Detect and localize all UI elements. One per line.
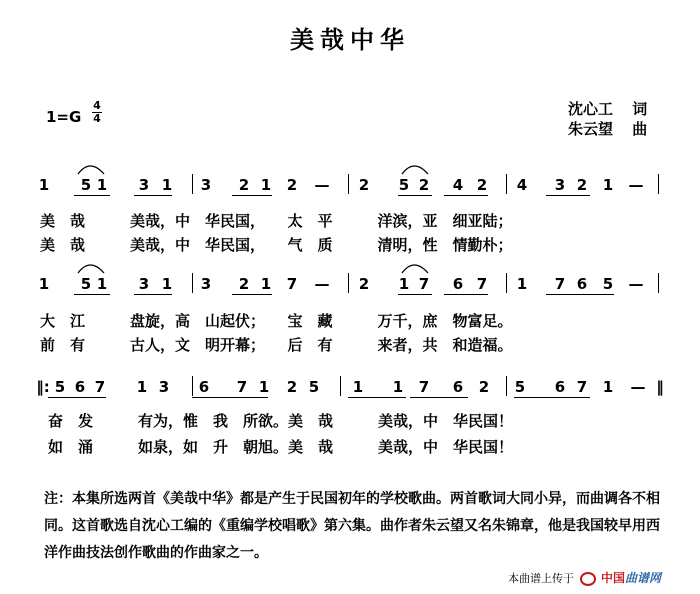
bar-line [192, 376, 193, 396]
bar-line [658, 174, 659, 194]
key-signature: 1=G [46, 108, 82, 126]
note: 3 [138, 275, 150, 293]
note: 1 [38, 275, 50, 293]
bar-line [658, 273, 659, 293]
lyrics-line: 大 江 盘旋，高 山起伏； 宝 藏 万千，庶 物富足。 [40, 312, 513, 330]
note: 1 [136, 378, 148, 396]
underline-beam [348, 397, 406, 398]
slur [78, 166, 104, 174]
note: 1 [602, 176, 614, 194]
note: 7 [236, 378, 248, 396]
bar-line [340, 376, 341, 396]
note: 7 [554, 275, 566, 293]
dash-extension: — [628, 176, 644, 194]
note: 2 [576, 176, 588, 194]
note: 1 [352, 378, 364, 396]
note: 2 [358, 176, 370, 194]
note: 1 [96, 176, 108, 194]
lyrics-line: 奋 发 有为，惟 我 所欲。美 哉 美哉，中 华民国！ [48, 412, 514, 430]
composer-name: 朱云望 [568, 120, 614, 138]
note: 2 [478, 378, 490, 396]
underline-beam [410, 397, 468, 398]
footer-credit [508, 569, 661, 586]
bar-line [506, 174, 507, 194]
note: ‖: [36, 378, 50, 396]
note: 7 [94, 378, 106, 396]
note: 5 [514, 378, 526, 396]
note: ‖ [656, 378, 664, 396]
underline-beam [444, 195, 488, 196]
lyrics-line: 美 哉 美哉，中 华民国， 气 质 清明，性 情勤朴； [40, 236, 513, 254]
site-logo-icon [580, 572, 596, 586]
note: 5 [80, 275, 92, 293]
bar-line [348, 273, 349, 293]
bar-line [506, 273, 507, 293]
dash-extension: — [628, 275, 644, 293]
underline-beam [134, 195, 172, 196]
lyrics-line: 美 哉 美哉，中 华民国， 太 平 洋滨，亚 细亚陆； [40, 212, 513, 230]
note: 6 [452, 378, 464, 396]
note: 5 [54, 378, 66, 396]
slur [402, 166, 428, 174]
note: 3 [200, 275, 212, 293]
note: 4 [452, 176, 464, 194]
note: 5 [308, 378, 320, 396]
underline-beam [232, 195, 272, 196]
note: 5 [398, 176, 410, 194]
dash-extension: — [314, 275, 330, 293]
composer-role: 曲 [632, 120, 648, 138]
site-name-part2: 曲谱网 [625, 571, 662, 585]
note: 2 [286, 378, 298, 396]
note: 4 [516, 176, 528, 194]
slur [78, 265, 104, 273]
note: 6 [452, 275, 464, 293]
note: 7 [286, 275, 298, 293]
note: 2 [358, 275, 370, 293]
time-denominator: 4 [93, 112, 101, 125]
bar-line [348, 174, 349, 194]
underline-beam [398, 294, 432, 295]
underline-beam [546, 294, 614, 295]
note: 7 [418, 378, 430, 396]
note: 5 [602, 275, 614, 293]
note: 3 [158, 378, 170, 396]
annotation-note: 注：本集所选两首《美哉中华》都是产生于民国初年的学校歌曲。两首歌词大同小异，而曲调各不相同。这首歌选自沈心工编的《重编学校唱歌》第六集。曲作者朱云望又名朱锦章，他是我国较早用西洋作曲技法创作歌曲的作曲家之一。 [44, 491, 660, 561]
note: 1 [258, 378, 270, 396]
site-name-part1: 中国 [601, 571, 626, 585]
dash-extension: — [630, 378, 646, 396]
slur [402, 265, 428, 273]
bar-line [192, 273, 193, 293]
lyrics-line: 前 有 古人，文 明开幕； 后 有 来者，共 和造福。 [40, 336, 513, 354]
lyricist-role: 词 [632, 100, 648, 118]
note: 1 [96, 275, 108, 293]
underline-beam [192, 397, 268, 398]
bar-line [506, 376, 507, 396]
underline-beam [546, 195, 590, 196]
note: 2 [238, 176, 250, 194]
note: 2 [476, 176, 488, 194]
underline-beam [134, 294, 172, 295]
note: 3 [138, 176, 150, 194]
footer-text: 本曲谱上传于 [508, 572, 574, 585]
note: 3 [200, 176, 212, 194]
underline-beam [48, 397, 106, 398]
note: 2 [238, 275, 250, 293]
note: 2 [418, 176, 430, 194]
note: 1 [260, 176, 272, 194]
note: 3 [554, 176, 566, 194]
composer [568, 118, 647, 139]
note: 1 [516, 275, 528, 293]
note: 1 [398, 275, 410, 293]
bar-line [192, 174, 193, 194]
note: 2 [286, 176, 298, 194]
underline-beam [514, 397, 590, 398]
note: 6 [198, 378, 210, 396]
note: 5 [80, 176, 92, 194]
note: 1 [392, 378, 404, 396]
note: 1 [602, 378, 614, 396]
note: 1 [38, 176, 50, 194]
note: 7 [576, 378, 588, 396]
time-signature [92, 100, 102, 125]
time-numerator: 4 [93, 99, 101, 112]
note: 6 [554, 378, 566, 396]
underline-beam [74, 195, 110, 196]
note: 1 [161, 275, 173, 293]
note: 7 [418, 275, 430, 293]
note: 7 [476, 275, 488, 293]
underline-beam [74, 294, 110, 295]
underline-beam [398, 195, 432, 196]
song-title: 美哉中华 [290, 26, 410, 54]
note: 1 [161, 176, 173, 194]
lyrics-line: 如 涌 如泉，如 升 朝旭。美 哉 美哉，中 华民国！ [48, 438, 514, 456]
note: 6 [576, 275, 588, 293]
note: 6 [74, 378, 86, 396]
underline-beam [232, 294, 272, 295]
underline-beam [444, 294, 488, 295]
lyricist-name: 沈心工 [568, 100, 614, 118]
dash-extension: — [314, 176, 330, 194]
lyricist [568, 98, 647, 119]
note: 1 [260, 275, 272, 293]
